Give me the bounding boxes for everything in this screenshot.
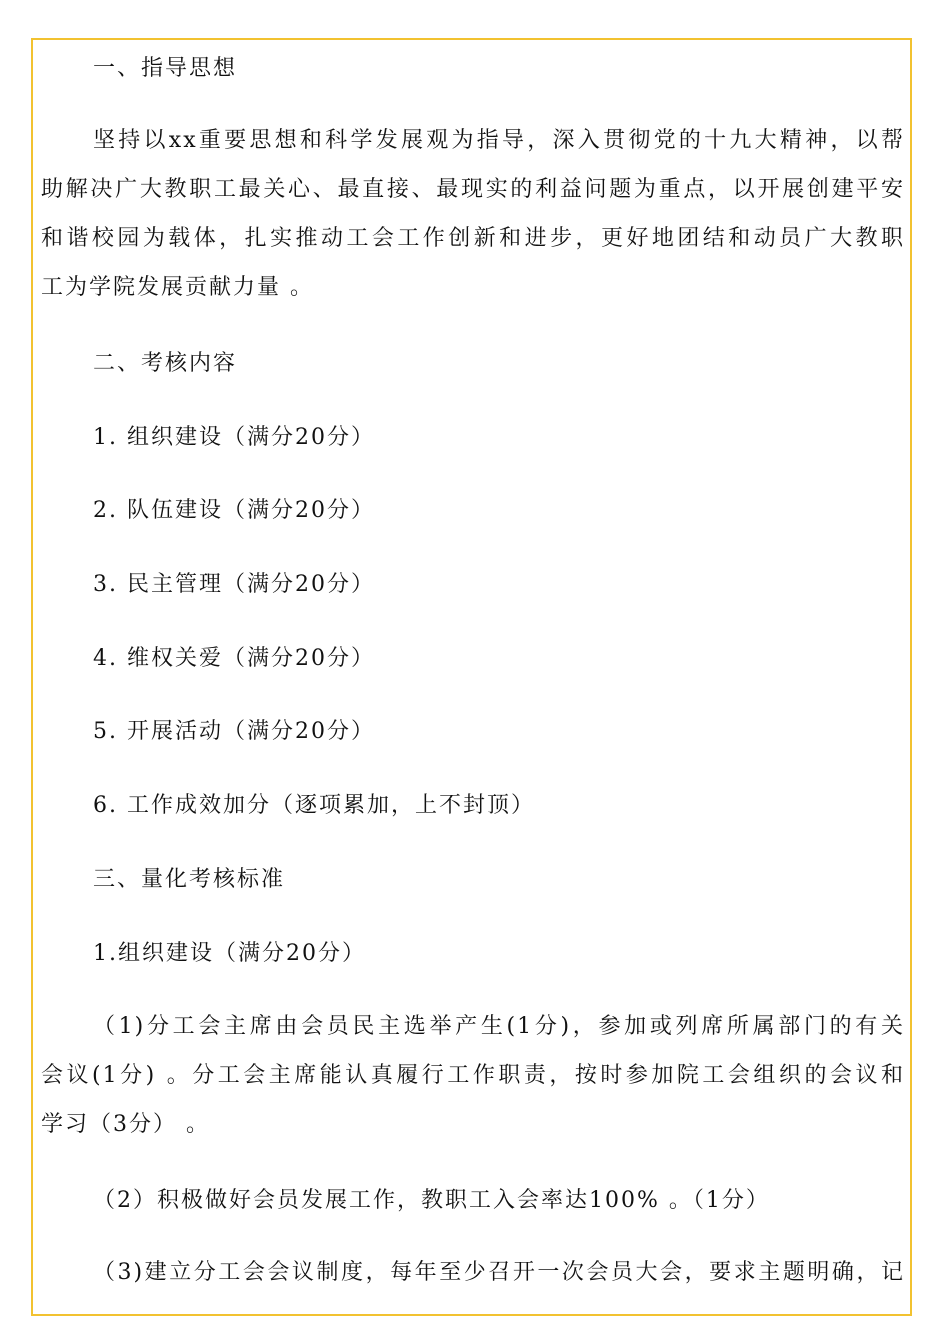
paragraph-line: （2）积极做好会员发展工作，教职工入会率达100% 。（1分） [93, 1188, 770, 1213]
section-heading-assessment-content: 二、考核内容 [93, 351, 238, 376]
paragraph-line: 坚持以xx重要思想和科学发展观为指导，深入贯彻党的十九大精神，以帮 [93, 128, 905, 153]
section-heading-guiding-thought: 一、指导思想 [93, 56, 238, 81]
paragraph-line: （3)建立分工会会议制度，每年至少召开一次会员大会，要求主题明确，记 [93, 1260, 905, 1285]
list-item: 2. 队伍建设（满分20分） [93, 498, 375, 523]
paragraph-line: 工为学院发展贡献力量 。 [41, 275, 314, 300]
paragraph-line: 和谐校园为载体，扎实推动工会工作创新和进步，更好地团结和动员广大教职 [41, 226, 905, 251]
list-item: 6. 工作成效加分（逐项累加，上不封顶） [93, 793, 535, 818]
section-heading-quantitative-standards: 三、量化考核标准 [93, 867, 286, 892]
paragraph-line: 会议(1分) 。分工会主席能认真履行工作职责，按时参加院工会组织的会议和 [41, 1063, 905, 1088]
list-item: 1. 组织建设（满分20分） [93, 425, 375, 450]
subsection-heading: 1.组织建设（满分20分） [93, 941, 366, 966]
paragraph-line: 助解决广大教职工最关心、最直接、最现实的利益问题为重点，以开展创建平安 [41, 177, 905, 202]
list-item: 3. 民主管理（满分20分） [93, 572, 375, 597]
list-item: 4. 维权关爱（满分20分） [93, 646, 375, 671]
paragraph-line: （1)分工会主席由会员民主选举产生(1分)，参加或列席所属部门的有关 [93, 1014, 905, 1039]
list-item: 5. 开展活动（满分20分） [93, 719, 375, 744]
paragraph-line: 学习（3分） 。 [41, 1112, 210, 1137]
